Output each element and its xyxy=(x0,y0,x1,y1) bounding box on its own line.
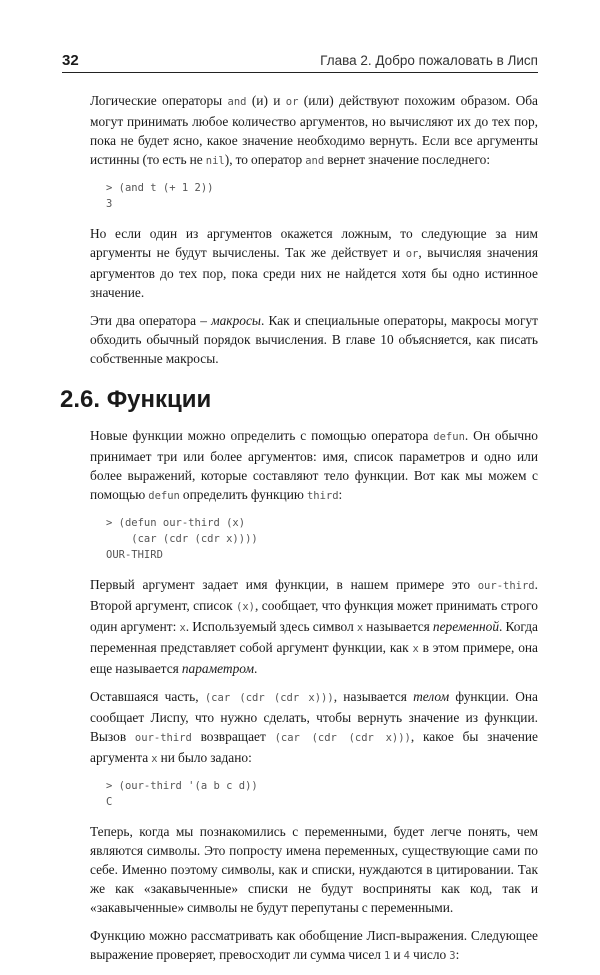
code-example-and: > (and t (+ 1 2)) 3 xyxy=(106,182,214,210)
paragraph-generalization: Функцию можно рассматривать как обобщение Лисп-выражения. Следующее выражение проверяет, превосходит ли сумма чисел 1 и 4 число 3: xyxy=(90,928,538,962)
paragraph-logical-operators: Логические операторы and (и) и or (или) действуют похожим образом. Оба могут принимать любое количество аргументов, но вычисляют их до тех пор, пока не будет ясно, какое значение необходимо вернуть. Если все аргументы истинны (то есть не nil), то оператор and вернет значение последнего: xyxy=(90,93,538,167)
section-heading: 2.6. Функции xyxy=(60,386,212,413)
paragraph-defun: Новые функции можно определить с помощью оператора defun. Он обычно принимает три или более аргументов: имя, список параметров и одно или более выражений, которые составляют тело функции. Вот как мы можем с помощью defun определить функцию third: xyxy=(90,428,538,502)
chapter-title: Глава 2. Добро пожаловать в Лисп xyxy=(320,53,538,68)
running-header xyxy=(62,52,538,73)
paragraph-short-circuit: Но если один из аргументов окажется ложным, то следующие за ним аргументы не будут вычислены. Так же действует и or, вычисляя значения аргументов до тех пор, пока среди них не найдется хотя бы одно истинное значение. xyxy=(90,226,539,300)
page-number: 32 xyxy=(62,52,79,69)
paragraph-macros: Эти два оператора – макросы. Как и специальные операторы, макросы могут обходить обычный порядок вычисления. В главе 10 объясняется, как писать собственные макросы. xyxy=(90,313,538,366)
paragraph-body: Оставшаяся часть, (car (cdr (cdr x))), называется телом функции. Она сообщает Лиспу, что нужно сделать, чтобы вернуть значение из функции. Вызов our-third возвращает (car (cdr (cdr x))), какое бы значение аргумента x ни было задано: xyxy=(90,689,538,765)
paragraph-first-argument: Первый аргумент задает имя функции, в нашем примере это our-third. Второй аргумент, список (x), сообщает, что функция может принимать строго один аргумент: x. Используемый здесь символ x называется переменной. Когда переменная представляет собой аргумент функции, как x в этом примере, она еще называется параметром. xyxy=(90,577,539,676)
code-example-call: > (our-third '(a b c d)) C xyxy=(106,780,258,808)
page-body xyxy=(60,91,539,975)
paragraph-symbols: Теперь, когда мы познакомились с переменными, будет легче понять, чем являются символы. Это попросту имена переменных, существующие сами по себе. Именно поэтому символы, как и списки, нуждаются в цитировании. Так же как «закавыченные» списки не будут восприняты как код, так и «закавыченные» символы не будут перепутаны с переменными. xyxy=(90,824,538,915)
code-example-defun: > (defun our-third (x) (car (cdr (cdr x)))) OUR-THIRD xyxy=(106,517,258,561)
